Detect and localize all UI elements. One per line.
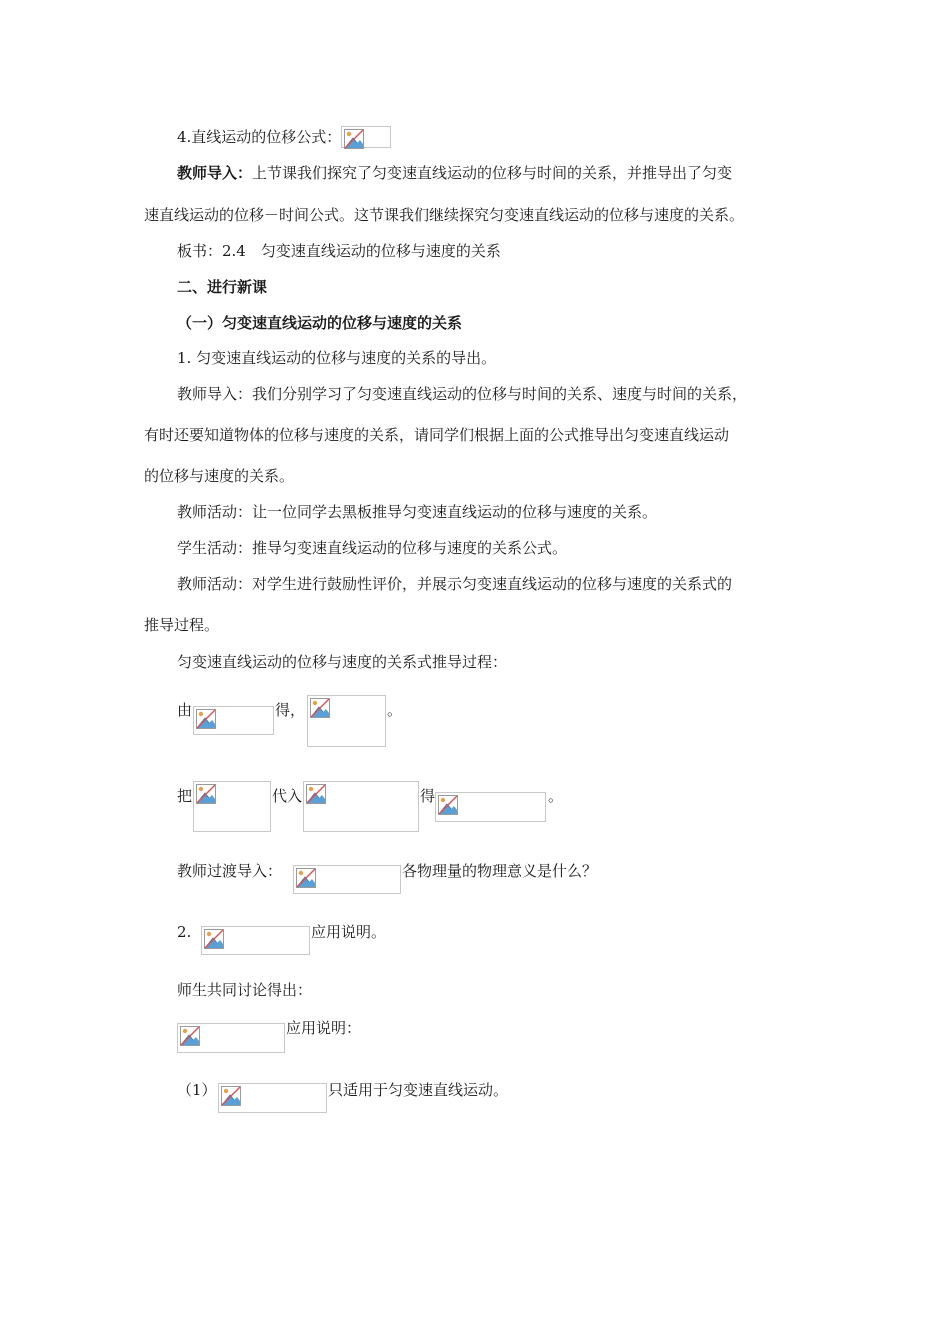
formula-image [303,781,419,832]
text-fragment: 各物理量的物理意义是什么？ [402,862,598,880]
line-text: 速直线运动的位移－时间公式。这节课我们继续探究匀变速直线运动的位移与速度的关系。 [144,206,745,224]
text-fragment: 得， [275,701,306,719]
line-text: 师生共同讨论得出： [177,981,313,999]
student-activity [177,538,567,558]
broken-image-icon [306,784,326,804]
broken-image-icon [296,868,316,888]
subsection-heading [177,313,462,333]
teacher-activity [177,502,657,522]
formula-image [193,706,274,735]
line-text: 上节课我们探究了匀变速直线运动的位移与时间的关系，并推导出了匀变 [252,164,733,182]
text-fragment: 。 [387,701,403,719]
item-4-displacement-formula [177,126,391,148]
text-fragment: 2. [177,923,192,941]
text-fragment: （1） [177,1081,217,1099]
formula-image [193,781,271,832]
broken-image-icon [180,1026,200,1046]
board-title [177,241,501,261]
broken-image-icon [204,929,224,949]
text-fragment: 。 [548,787,564,805]
broken-image-icon [310,698,330,718]
heading-text: 二、进行新课 [177,278,268,296]
heading-text: （一）匀变速直线运动的位移与速度的关系 [177,314,463,332]
line-text: 教师活动：让一位同学去黑板推导匀变速直线运动的位移与速度的关系。 [177,503,658,521]
formula-image [341,126,391,148]
text-fragment: 得 [420,787,436,805]
formula-image [177,1023,285,1053]
formula-image [435,792,546,822]
text-fragment: 把 [177,787,193,805]
line-text: 的位移与速度的关系。 [144,467,295,485]
text-fragment: 只适用于匀变速直线运动。 [328,1081,509,1099]
broken-image-icon [438,795,458,815]
teacher-activity-2 [177,574,732,594]
broken-image-icon [196,709,216,729]
paragraph-continuation [144,205,744,225]
teacher-intro-label: 教师导入： [177,164,253,182]
broken-image-icon [221,1086,241,1106]
line-text: 推导过程。 [144,616,220,634]
line-text: 学生活动：推导匀变速直线运动的位移与速度的关系公式。 [177,539,568,557]
broken-image-icon [344,129,364,149]
line-text: 教师导入：我们分别学习了匀变速直线运动的位移与时间的关系、速度与时间的关系， [177,385,748,403]
section-heading [177,277,267,297]
line-text: 有时还要知道物体的位移与速度的关系，请同学们根据上面的公式推导出匀变速直线运动 [144,426,730,444]
broken-image-icon [196,784,216,804]
line-text: 1. 匀变速直线运动的位移与速度的关系的导出。 [177,349,497,367]
discussion-conclusion [177,980,312,1000]
formula-image [307,695,386,747]
text-fragment: 应用说明。 [311,923,387,941]
line-text: 板书：2.4 匀变速直线运动的位移与速度的关系 [177,242,501,260]
text-fragment: 应用说明： [286,1019,362,1037]
paragraph-continuation [144,466,294,486]
teacher-intro-paragraph [177,163,732,183]
formula-image [293,865,401,894]
line-text: 教师活动：对学生进行鼓励性评价，并展示匀变速直线运动的位移与速度的关系式的 [177,575,733,593]
formula-image [201,926,310,955]
derivation-intro [177,652,507,672]
line-text: 匀变速直线运动的位移与速度的关系式推导过程： [177,653,508,671]
line-text: 4.直线运动的位移公式： [177,128,342,146]
item-1-derivation [177,348,496,368]
paragraph-continuation [144,425,729,445]
text-fragment: 由 [177,701,193,719]
text-fragment: 教师过渡导入： [177,862,283,880]
paragraph-continuation [144,615,219,635]
formula-image [218,1083,327,1113]
text-fragment: 代入 [272,787,303,805]
teacher-intro-paragraph-2 [177,384,747,404]
